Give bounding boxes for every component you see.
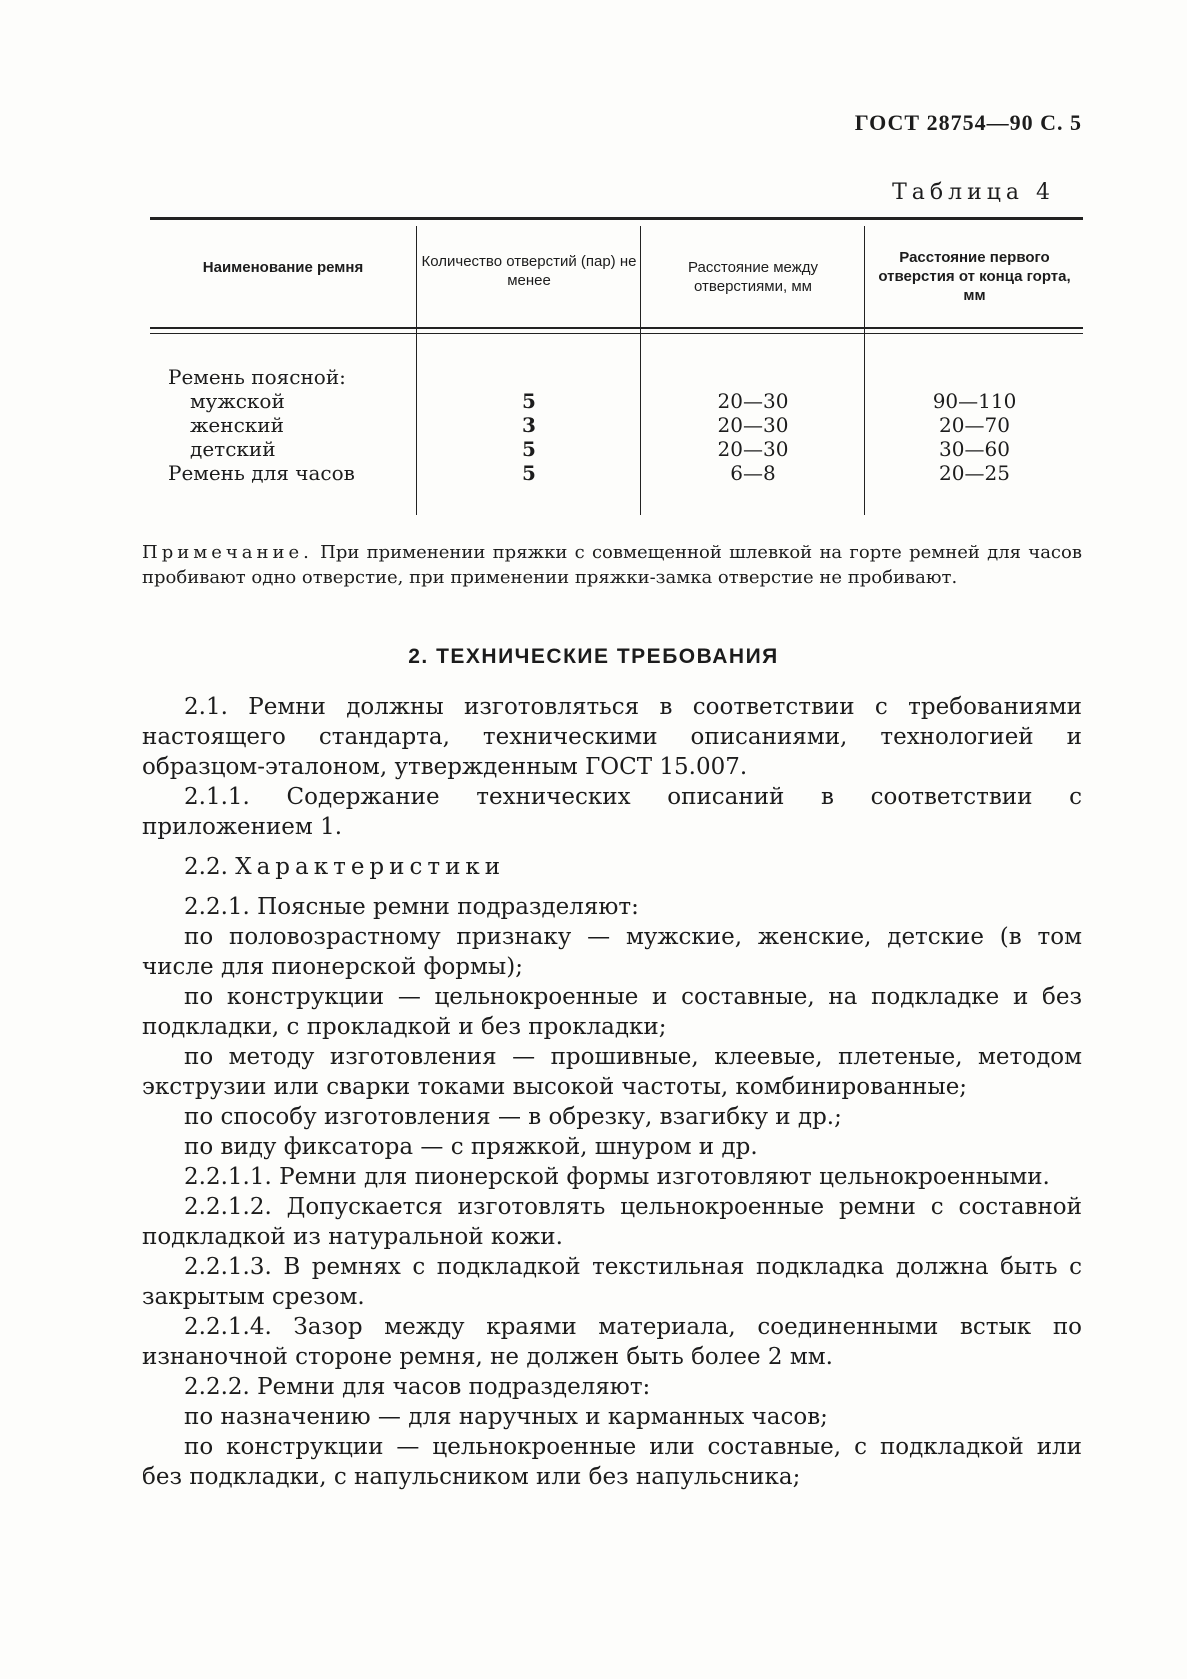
table-divider — [640, 226, 641, 515]
note-text: При применении пряжки с совмещенной шлевкой на горте ремней для часов пробивают одно отверстие, при применении пряжки-замка отверстие не пробивают. — [142, 542, 1082, 588]
table-cell: 20—25 — [939, 461, 1010, 485]
list-item: по половозрастному признаку — мужские, женские, детские (в том числе для пионерской формы); — [142, 924, 1082, 980]
column-first-hole — [866, 365, 1083, 485]
table-note — [142, 540, 1082, 590]
table-cell: 90—110 — [932, 389, 1017, 413]
paragraph: 2.2.1.2. Допускается изготовлять цельнокроенные ремни с составной подкладкой из натуральной кожи. — [142, 1194, 1082, 1250]
section-body — [142, 692, 1082, 1492]
table-cell: 20—30 — [717, 437, 789, 461]
paragraph: 2.2.1.3. В ремнях с подкладкой текстильная подкладка должна быть с закрытым срезом. — [142, 1254, 1082, 1310]
column-name — [168, 365, 418, 485]
table-cell: 20—30 — [717, 389, 789, 413]
subsection-title: Характеристики — [235, 854, 506, 880]
paragraph: 2.2.2. Ремни для часов подразделяют: — [184, 1374, 651, 1400]
table-cell: 20—30 — [717, 413, 789, 437]
section-title: 2. ТЕХНИЧЕСКИЕ ТРЕБОВАНИЯ — [408, 645, 779, 668]
table-cell: 20—70 — [939, 413, 1010, 437]
paragraph: 2.1.1. Содержание технических описаний в соответствии с приложением 1. — [142, 784, 1082, 840]
paragraph: 2.1. Ремни должны изготовляться в соответствии с требованиями настоящего стандарта, техническими описаниями, технологией и образцом-эталоном, утвержденным ГОСТ 15.007. — [142, 694, 1082, 780]
table-header-rule — [150, 327, 1083, 334]
table-cell: 5 — [522, 437, 536, 461]
list-item: по методу изготовления — прошивные, клеевые, плетеные, методом экструзии или сварки токами высокой частоты, комбинированные; — [142, 1044, 1082, 1100]
table-cell: мужской — [190, 389, 285, 413]
table-caption: Таблица 4 — [892, 180, 1055, 205]
table-cell: женский — [190, 413, 284, 437]
table-cell: 30—60 — [939, 437, 1010, 461]
paragraph: 2.2.1.1. Ремни для пионерской формы изготовляют цельнокроенными. — [184, 1164, 1050, 1190]
column-header-name: Наименование ремня — [202, 259, 364, 276]
table-cell: Ремень поясной: — [168, 365, 346, 389]
column-header-spacing: Расстояние между отверстиями, мм — [688, 259, 818, 295]
note-label: Примечание. — [142, 542, 313, 563]
table-divider — [864, 226, 865, 515]
table-cell — [866, 365, 1083, 389]
table-cell: 5 — [522, 461, 536, 485]
table-cell: 3 — [522, 413, 536, 437]
column-header-first-hole: Расстояние первого отверстия от конца горта, мм — [878, 249, 1071, 304]
column-spacing — [642, 365, 864, 485]
table-cell: Ремень для часов — [168, 461, 355, 485]
paragraph: 2.2.1.4. Зазор между краями материала, соединенными встык по изнаночной стороне ремня, не должен быть более 2 мм. — [142, 1314, 1082, 1370]
list-item: по конструкции — цельнокроенные и составные, на подкладке и без подкладки, с прокладкой и без прокладки; — [142, 984, 1082, 1040]
list-item: по способу изготовления — в обрезку, взагибку и др.; — [184, 1104, 842, 1130]
table-cell: детский — [190, 437, 276, 461]
table-cell — [642, 365, 864, 389]
belt-holes-table — [150, 217, 1083, 515]
subsection-heading — [142, 852, 1082, 882]
table-cell — [418, 365, 640, 389]
paragraph: 2.2.1. Поясные ремни подразделяют: — [184, 894, 639, 920]
list-item: по конструкции — цельнокроенные или составные, с подкладкой или без подкладки, с напульсником или без напульсника; — [142, 1434, 1082, 1490]
list-item: по назначению — для наручных и карманных часов; — [184, 1404, 828, 1430]
column-count — [418, 365, 640, 485]
subsection-number: 2.2. — [184, 854, 228, 880]
list-item: по виду фиксатора — с пряжкой, шнуром и др. — [184, 1134, 758, 1160]
column-header-count: Количество отверстий (пар) не менее — [421, 253, 637, 289]
table-cell: 6—8 — [730, 461, 776, 485]
page-header: ГОСТ 28754—90 С. 5 — [854, 110, 1082, 135]
table-cell: 5 — [522, 389, 536, 413]
